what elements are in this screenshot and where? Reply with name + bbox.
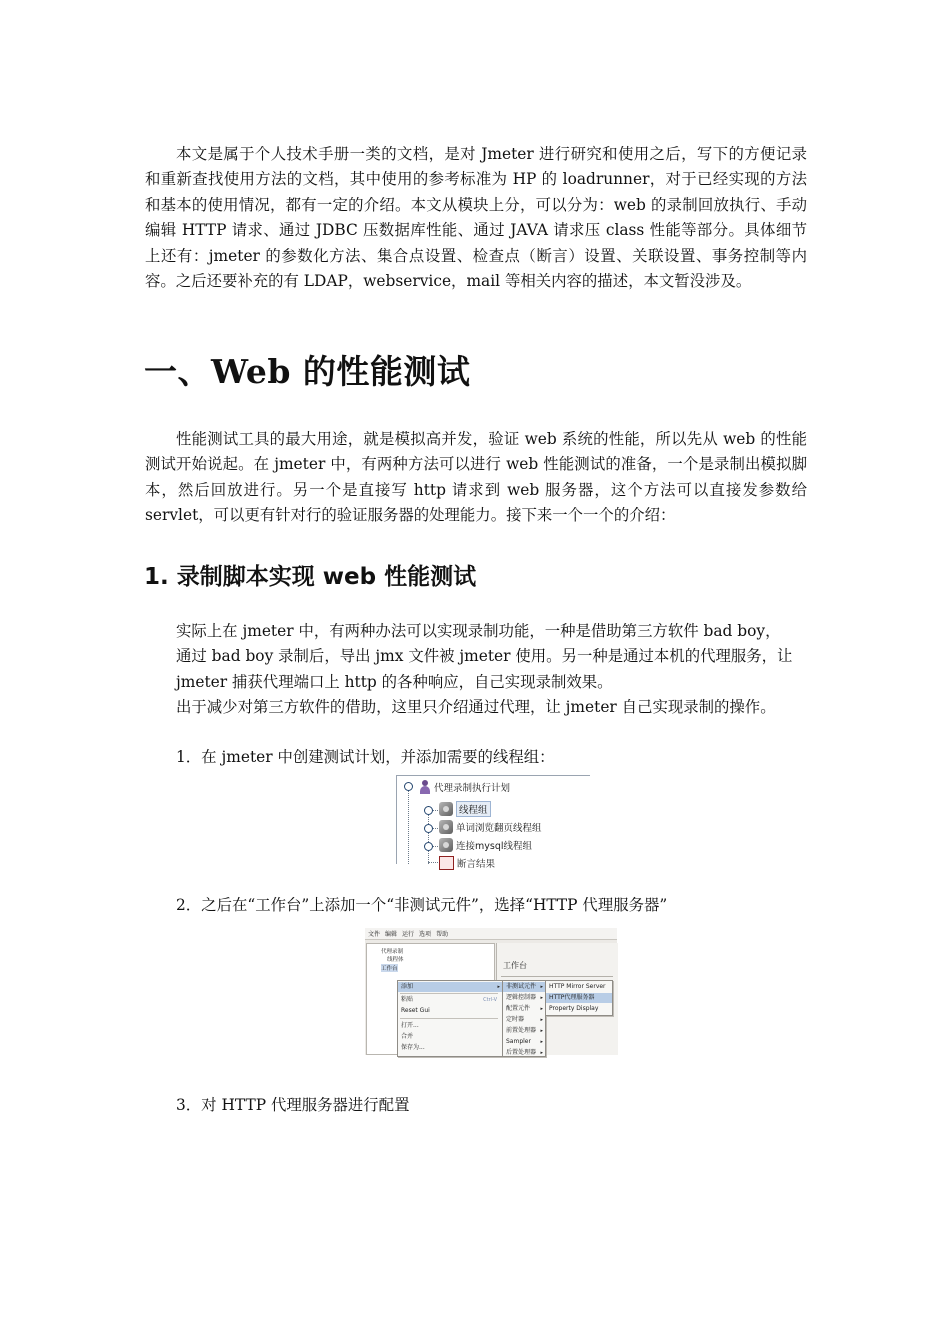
submenu-item-label: 逻辑控制器	[506, 994, 537, 1001]
step-3: 3．对 HTTP 代理服务器进行配置	[176, 1096, 410, 1114]
tree-item[interactable]	[439, 801, 491, 817]
tree-root-label: 代理录制执行计划	[434, 783, 511, 794]
submenu-item-label: Sampler	[506, 1038, 531, 1045]
section2-paragraph	[176, 619, 808, 721]
section2-line: 实际上在 jmeter 中，有两种办法可以实现录制功能，一种是借助第三方软件 bad boy，	[176, 622, 781, 640]
submenu-arrow-icon: ▸	[540, 1006, 543, 1012]
thread-group-icon	[439, 838, 453, 852]
intro-line: 没涉及。	[689, 272, 752, 291]
tree-toggle-icon	[424, 842, 433, 851]
submenu-item[interactable]	[503, 1037, 545, 1047]
submenu-item[interactable]	[503, 982, 545, 992]
screenshot-add-proxy-menu	[365, 928, 617, 1055]
menu-item-label: 粘贴	[401, 996, 414, 1003]
submenu-item-label: 配置元件	[506, 1005, 531, 1012]
intro-paragraph	[145, 142, 807, 294]
add-submenu	[502, 980, 546, 1057]
menu-item-reset-gui[interactable]	[398, 1006, 502, 1016]
screenshot-test-plan-tree	[396, 775, 590, 870]
heading-recording: 1. 录制脚本实现 web 性能测试	[144, 564, 477, 590]
section2-line: 出于减少对第三方软件的借助，这里只介绍通过代理，让 jmeter 自己实现录制的操作。	[176, 698, 776, 717]
nontest-submenu	[545, 980, 613, 1016]
menu-item-save-as[interactable]	[398, 1043, 502, 1053]
submenu-item-label: 非测试元件	[506, 983, 537, 990]
intro-line: 事务控制等内容。之后还要补充的有 LDAP，webservice，mail 等相关内容的描述，本文暂	[145, 246, 807, 291]
menu-edit[interactable]: 编辑	[385, 931, 398, 938]
divider	[501, 976, 613, 977]
submenu-item-label: 定时器	[506, 1016, 525, 1023]
tree-item-label: 单词浏览翻页线程组	[456, 823, 542, 834]
thread-group-icon	[439, 802, 453, 816]
tree-item[interactable]	[439, 855, 495, 871]
submenu-arrow-icon: ▸	[540, 1050, 543, 1056]
section1-line: 性能测试工具的最大用途，就是模拟高并发，验证 web 系统的性能，所以先从 web 的	[176, 430, 776, 448]
step-1: 1．在 jmeter 中创建测试计划，并添加需要的线程组：	[176, 748, 555, 766]
submenu-item-http-proxy[interactable]	[546, 993, 612, 1003]
shortcut-label: Ctrl-V	[483, 997, 497, 1003]
submenu-item[interactable]	[503, 1004, 545, 1014]
tree-toggle-icon	[424, 824, 433, 833]
tree-root[interactable]	[419, 779, 510, 795]
submenu-arrow-icon: ▸	[540, 995, 543, 1001]
workbench-title: 工作台	[503, 961, 527, 970]
tree-item[interactable]	[439, 819, 542, 835]
submenu-item[interactable]	[546, 982, 612, 992]
section1-line: 性能测试开始说起。在 jmeter 中，有两种方法可以进行 web 性能测试的准备，一个是录制	[145, 430, 807, 474]
step-2: 2．之后在“工作台”上添加一个“非测试元件”，选择“HTTP 代理服务器”	[176, 896, 668, 914]
submenu-item[interactable]	[503, 1048, 545, 1058]
submenu-item[interactable]	[503, 993, 545, 1003]
submenu-arrow-icon: ▸	[540, 1039, 543, 1045]
submenu-arrow-icon: ▸	[540, 984, 543, 990]
tree-item-label[interactable]: 代理录制	[381, 949, 404, 955]
menu-item-label: 合并	[401, 1033, 414, 1040]
menu-item-paste[interactable]	[398, 995, 502, 1005]
tree-item[interactable]	[439, 837, 532, 853]
submenu-item[interactable]	[546, 1004, 612, 1014]
submenu-item-label: 后置处理器	[506, 1049, 537, 1056]
submenu-item-label: HTTP代理服务器	[549, 994, 595, 1001]
menu-item-label: 打开...	[401, 1022, 419, 1029]
menu-item-merge[interactable]	[398, 1032, 502, 1042]
section1-paragraph	[145, 427, 807, 529]
menu-help[interactable]: 帮助	[436, 931, 449, 938]
tree-toggle-icon	[404, 782, 413, 791]
menu-item-label: Reset Gui	[401, 1007, 430, 1014]
tree-item-label: 连接mysql线程组	[456, 841, 532, 852]
tree-toggle-icon	[424, 806, 433, 815]
submenu-item-label: HTTP Mirror Server	[549, 983, 606, 990]
tree-item-label[interactable]: 工作台	[381, 966, 398, 972]
submenu-item-label: Property Display	[549, 1005, 599, 1012]
menu-item-label: 添加	[401, 983, 414, 990]
heading-web-performance: 一、Web 的性能测试	[144, 352, 471, 391]
menu-file[interactable]: 文件	[368, 931, 381, 938]
submenu-item-label: 前置处理器	[506, 1027, 537, 1034]
test-plan-icon	[419, 780, 431, 794]
intro-line: 分。具体细节上还有：jmeter 的参数化方法、集合点设置、检查点（断言）设置、关联设置、	[145, 221, 807, 265]
menu-run[interactable]: 运行	[402, 931, 415, 938]
tree-item-label[interactable]: 线程体	[387, 957, 404, 963]
tree-item-label: 线程组	[456, 801, 491, 817]
intro-line: 本文是属于个人技术手册一类的文档，是对 Jmeter 进行研究和使用之后，写下的方便	[176, 145, 776, 163]
section2-line: jmeter 捕获代理端口上 http 的各种响应，自己实现录制效果。	[176, 672, 613, 691]
menu-item-add[interactable]	[398, 982, 502, 992]
tree-item-label: 断言结果	[457, 859, 496, 870]
submenu-arrow-icon: ▸	[497, 984, 500, 990]
submenu-arrow-icon: ▸	[540, 1028, 543, 1034]
section1-line: 发参数给 servlet，可以更有针对行的验证服务器的处理能力。接下来一个一个的介绍：	[145, 480, 807, 525]
thread-group-icon	[439, 820, 453, 834]
submenu-item[interactable]	[503, 1026, 545, 1036]
intro-line: 执行、手动编辑 HTTP 请求、通过 JDBC 压数据库性能、通过 JAVA 请求压 class 性能等部	[145, 195, 807, 240]
section1-line: 出模拟脚本，然后回放进行。另一个是直接写 http 请求到 web 服务器，这个方法可以直接	[145, 455, 807, 499]
menubar	[365, 928, 617, 940]
menu-item-open[interactable]	[398, 1021, 502, 1031]
intro-line: 的方法和基本的使用情况，都有一定的介绍。本文从模块上分，可以分为：web 的录制回放	[145, 170, 807, 214]
section2-line: 通过 bad boy 录制后，导出 jmx 文件被 jmeter 使用。另一种是通过本机的代理服务，让	[176, 647, 793, 666]
submenu-arrow-icon: ▸	[540, 1017, 543, 1023]
submenu-item[interactable]	[503, 1015, 545, 1025]
context-menu	[397, 980, 503, 1057]
menu-options[interactable]: 选项	[419, 931, 432, 938]
menu-item-label: 保存为...	[401, 1044, 425, 1051]
assertion-result-icon	[439, 856, 454, 870]
intro-line: 记录和重新查找使用方法的文档，其中使用的参考标准为 HP 的 loadrunner，对于已经实现	[145, 145, 807, 189]
